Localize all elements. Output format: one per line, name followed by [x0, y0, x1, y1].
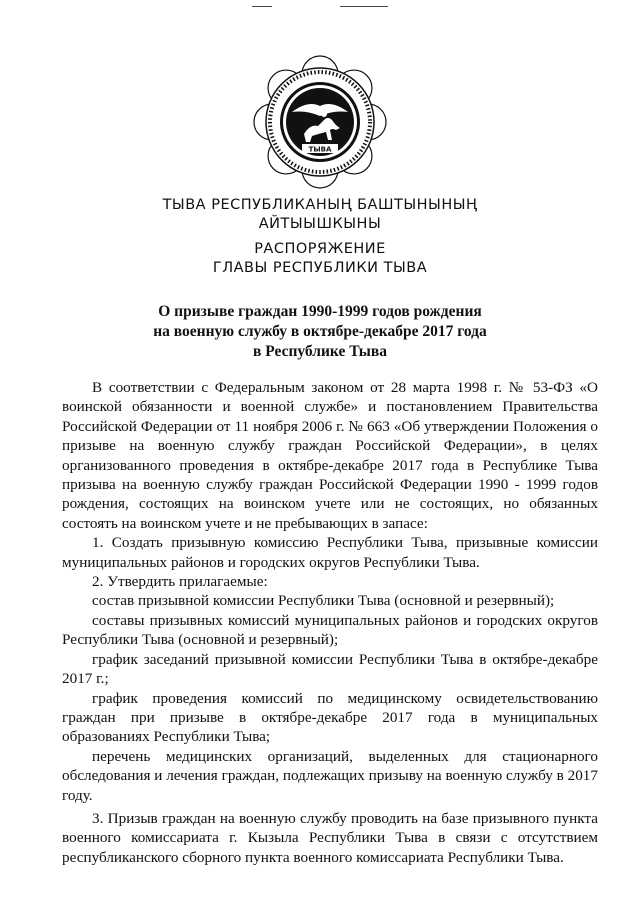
header-block-tuvan	[0, 196, 640, 234]
header-line-1: ТЫВА РЕСПУБЛИКАНЫҢ БАШТЫНЫНЫҢ	[162, 197, 478, 213]
paragraph-item-2: 2. Утвердить прилагаемые:	[92, 573, 268, 591]
paragraph-item-1: 1. Создать призывную комиссию Республики Тыва, призывные комиссии муниципальных районов и городских округов Республики Тыва.	[62, 534, 598, 571]
document-type: РАСПОРЯЖЕНИЕ	[254, 241, 386, 257]
title-line-2: на военную службу в октябре-декабре 2017 года	[153, 323, 487, 340]
document-title	[0, 302, 640, 362]
paragraph-subitem: составы призывных комиссий муниципальных районов и городских округов Республики Тыва (основной и резервный);	[62, 611, 598, 649]
title-line-1: О призыве граждан 1990-1999 годов рождения	[158, 303, 482, 320]
paragraph-subitem: перечень медицинских организаций, выделенных для стационарного обследования и лечения граждан, подлежащих призыву на военную службу в 2017 году.	[62, 747, 598, 804]
paragraph-subitem: график проведения комиссий по медицинскому освидетельствованию граждан при призыве в октябре-декабре 2017 года в муниципальных образованиях Республики Тыва;	[62, 689, 598, 746]
emblem-lettering: ТЫВА	[308, 145, 332, 154]
scan-artifact-line	[252, 6, 272, 7]
issuer: ГЛАВЫ РЕСПУБЛИКИ ТЫВА	[212, 260, 428, 276]
header-line-2: АЙТЫЫШКЫНЫ	[258, 216, 382, 232]
paragraph-subitem: состав призывной комиссии Республики Тыва (основной и резервный);	[92, 592, 555, 610]
tuva-coat-of-arms-icon	[252, 54, 388, 190]
header-block-russian	[0, 240, 640, 278]
paragraph-item-3: 3. Призыв граждан на военную службу проводить на базе призывного пункта военного комиссариата г. Кызыла Республики Тыва в связи с отсутствием республиканского сборного пункта военного комиссариата Республики Тыва.	[62, 809, 598, 866]
scan-artifact-line	[340, 6, 388, 7]
document-body	[62, 378, 598, 867]
paragraph-subitem: график заседаний призывной комиссии Республики Тыва в октябре-декабре 2017 г.;	[62, 650, 598, 688]
paragraph-preamble: В соответствии с Федеральным законом от 28 марта 1998 г. № 53-ФЗ «О воинской обязанности и военной службе» и постановлением Правительства Российской Федерации от 11 ноября 2006 г. № 663 «Об утверждении Положения о призыве на военную службу граждан Российской Федерации», в целях организованного проведения в октябре-декабре 2017 года в Республике Тыва призыва на военную службу граждан Российской Федерации 1990 - 1999 годов рождения, состоящих на воинском учете или не состоящих, но обязанных состоять на воинском учете и не пребывающих в запасе:	[62, 379, 598, 532]
title-line-3: в Республике Тыва	[252, 343, 387, 360]
